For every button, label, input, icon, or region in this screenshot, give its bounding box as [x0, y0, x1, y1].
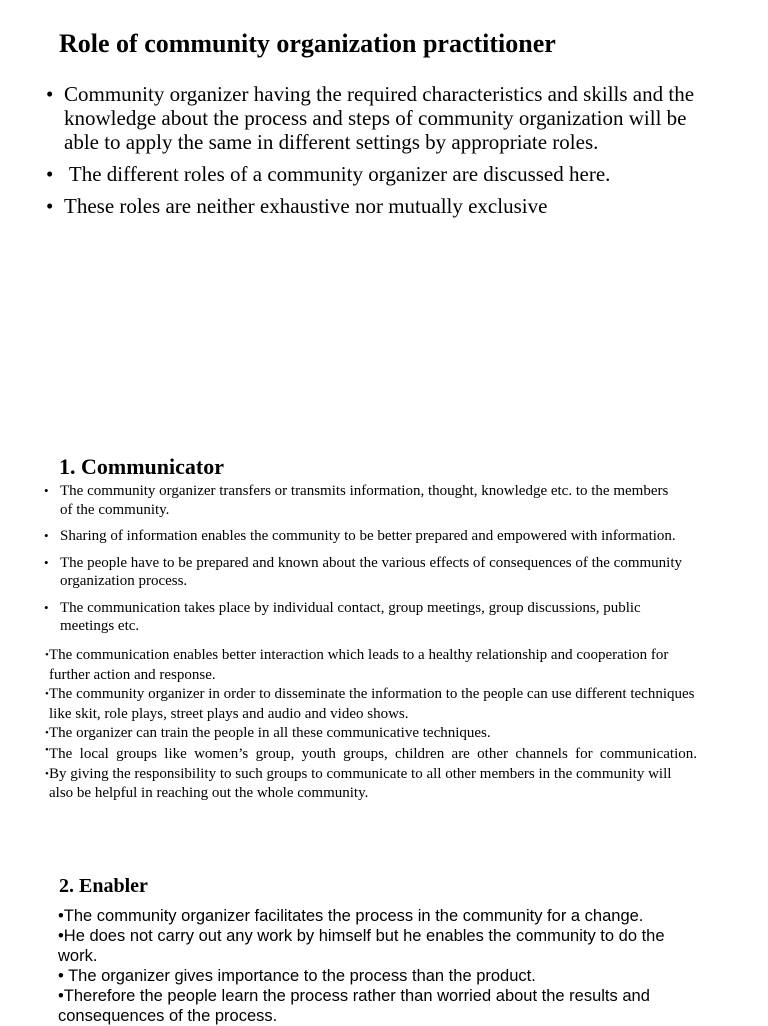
slide1-title: Role of community organization practitioner [59, 29, 556, 58]
bullet-icon: • [45, 649, 49, 661]
list-item [45, 685, 697, 724]
bullet-text: By giving the responsibility to such groups to communicate to all other members in the community will also be helpful in reaching out the whole community. [49, 765, 672, 801]
bullet-icon: • [45, 688, 49, 700]
bullet-text: The people have to be prepared and known about the various effects of consequences of the community organization process. [60, 554, 683, 589]
bullet-icon: • [45, 743, 49, 756]
bullet-text: The local groups like women’s group, youth groups, children are other channels for communication. [49, 745, 697, 762]
bullet-icon: • [44, 554, 49, 570]
list-item [44, 554, 684, 591]
bullet-icon: • [45, 727, 49, 739]
bullet-icon: • [46, 162, 54, 186]
slide1-bullet-list [46, 82, 696, 226]
bullet-text: The different roles of a community organizer are discussed here. [64, 162, 611, 186]
list-item [44, 482, 684, 519]
bullet-icon: • [45, 767, 49, 780]
bullet-text: The community organizer in order to disseminate the information to the people can use different techniques like skit, role plays, street plays and audio and video shows. [49, 686, 695, 722]
list-item: •Therefore the people learn the process rather than worried about the results and consequences of the process. [58, 987, 650, 1025]
slide2-title: 1. Communicator [59, 454, 224, 479]
bullet-icon: • [46, 82, 54, 106]
list-item: • The organizer gives importance to the process than the product. [58, 967, 536, 985]
bullet-text: The communication enables better interaction which leads to a healthy relationship and cooperation for further action and response. [49, 647, 669, 683]
slide3-bullet-list [58, 906, 708, 1026]
bullet-text: Community organizer having the required characteristics and skills and the knowledge about the process and steps of community organization will be able to apply the same in different settings by appropriate roles. [64, 82, 695, 154]
bullet-text: The organizer can train the people in all these communicative techniques. [49, 725, 491, 741]
bullet-icon: • [46, 194, 54, 218]
list-item [45, 724, 697, 744]
bullet-icon: • [44, 483, 49, 498]
list-item [45, 744, 697, 765]
slide2-bullet-list-b [45, 646, 697, 804]
bullet-text: These roles are neither exhaustive nor mutually exclusive [64, 194, 548, 218]
list-item [44, 599, 684, 636]
bullet-text: The community organizer transfers or transmits information, thought, knowledge etc. to the members of the community. [60, 483, 669, 518]
slide3-title: 2. Enabler [59, 875, 148, 897]
slide2-bullet-list-a [44, 482, 684, 636]
bullet-icon: • [44, 528, 49, 543]
list-item: •The community organizer facilitates the process in the community for a change. [58, 907, 644, 925]
list-item: •He does not carry out any work by himself but he enables the community to do the work. [58, 927, 665, 965]
list-item [46, 82, 696, 154]
bullet-icon: • [44, 599, 49, 615]
list-item [44, 527, 684, 546]
list-item [46, 194, 696, 218]
bullet-text: The communication takes place by individual contact, group meetings, group discussions, public meetings etc. [60, 599, 641, 634]
bullet-text: Sharing of information enables the community to be better prepared and empowered with information. [60, 528, 676, 544]
list-item [45, 765, 697, 804]
list-item [45, 646, 697, 685]
list-item [46, 162, 696, 186]
